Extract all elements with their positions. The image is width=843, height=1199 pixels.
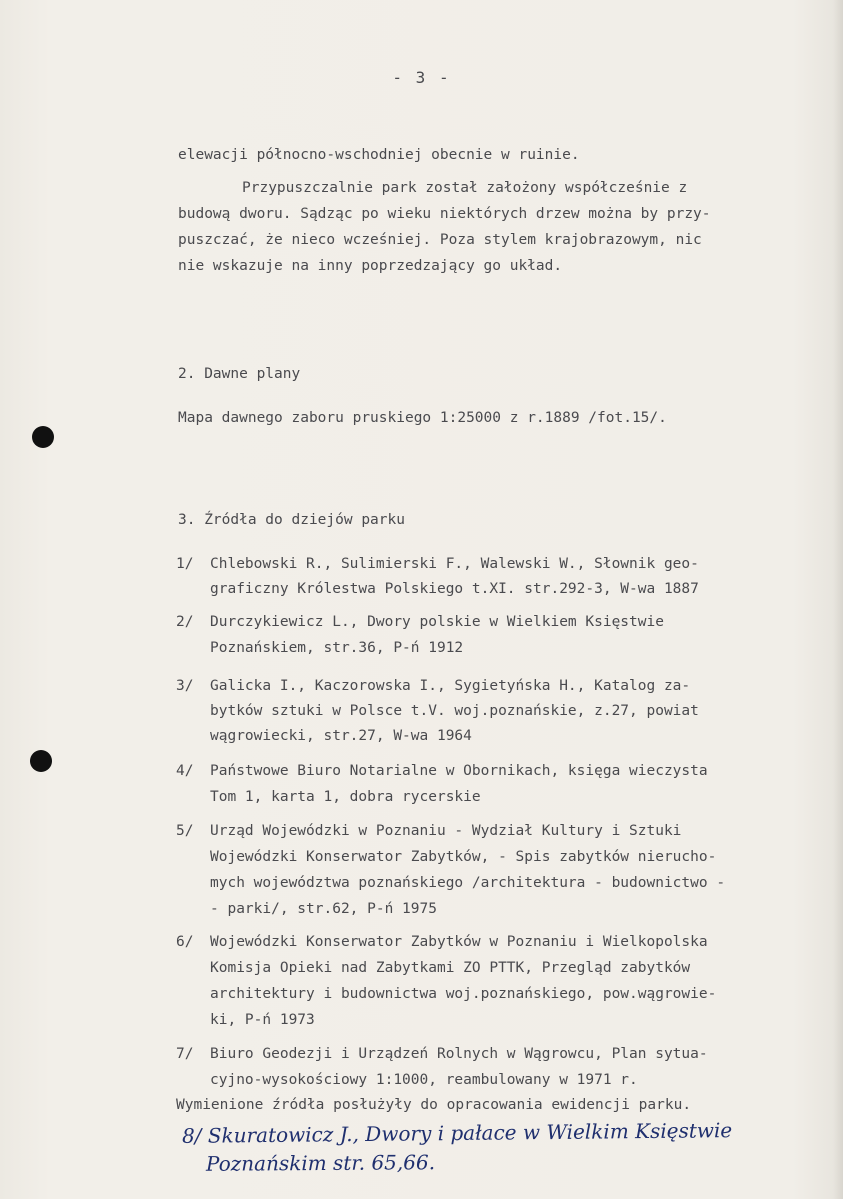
source-line: Wojewódzki Konserwator Zabytków w Poznaniu i Wielkopolska: [210, 934, 708, 950]
paragraph-line: puszczać, że nieco wcześniej. Poza stylem krajobrazowym, nic: [178, 232, 702, 248]
closing-sentence: Wymienione źródła posłużyły do opracowania ewidencji parku.: [176, 1097, 692, 1113]
source-line: wągrowiecki, str.27, W-wa 1964: [210, 728, 472, 744]
page-edge-shadow: [833, 0, 843, 1199]
source-line: Komisja Opieki nad Zabytkami ZO PTTK, Przegląd zabytków: [210, 960, 691, 976]
source-line: Wojewódzki Konserwator Zabytków, - Spis zabytków nierucho-: [210, 849, 717, 865]
source-line: Galicka I., Kaczorowska I., Sygietyńska H., Katalog za-: [210, 678, 691, 694]
handwritten-note-line: 8/ Skuratowicz J., Dwory i pałace w Wielkim Księstwie: [181, 1118, 733, 1148]
source-line: Biuro Geodezji i Urządzeń Rolnych w Wągrowcu, Plan sytua-: [210, 1046, 708, 1062]
intro-line: elewacji północno-wschodniej obecnie w ruinie.: [178, 147, 580, 163]
source-line: Urząd Wojewódzki w Poznaniu - Wydział Kultury i Sztuki: [210, 823, 682, 839]
paragraph-line: Przypuszczalnie park został założony współcześnie z: [242, 180, 688, 196]
source-line: cyjno-wysokościowy 1:1000, reambulowany w 1971 r.: [210, 1072, 638, 1088]
source-line: mych województwa poznańskiego /architektura - budownictwo -: [210, 875, 726, 891]
section-3-heading: 3. Źródła do dziejów parku: [178, 512, 405, 528]
handwritten-note-line: Poznańskim str. 65,66.: [205, 1150, 436, 1176]
paragraph-line: budową dworu. Sądząc po wieku niektórych drzew można by przy-: [178, 206, 711, 222]
source-number: 1/: [176, 556, 194, 572]
source-number: 7/: [176, 1046, 194, 1062]
source-line: - parki/, str.62, P-ń 1975: [210, 901, 437, 917]
source-number: 5/: [176, 823, 194, 839]
source-line: Durczykiewicz L., Dwory polskie w Wielkiem Księstwie: [210, 614, 664, 630]
source-line: bytków sztuki w Polsce t.V. woj.poznańskie, z.27, powiat: [210, 703, 699, 719]
page-number: - 3 -: [392, 68, 451, 87]
section-2-heading: 2. Dawne plany: [178, 366, 301, 382]
paragraph-line: nie wskazuje na inny poprzedzający go układ.: [178, 258, 563, 274]
section-2-text: Mapa dawnego zaboru pruskiego 1:25000 z r.1889 /fot.15/.: [178, 410, 667, 426]
punch-hole-top: [32, 426, 54, 448]
source-line: Chlebowski R., Sulimierski F., Walewski W., Słownik geo-: [210, 556, 699, 572]
source-line: architektury i budownictwa woj.poznańskiego, pow.wągrowie-: [210, 986, 717, 1002]
source-line: Tom 1, karta 1, dobra rycerskie: [210, 789, 481, 805]
punch-hole-bottom: [30, 750, 52, 772]
source-line: ki, P-ń 1973: [210, 1012, 315, 1028]
source-line: graficzny Królestwa Polskiego t.XI. str.292-3, W-wa 1887: [210, 581, 699, 597]
source-number: 2/: [176, 614, 194, 630]
source-number: 4/: [176, 763, 194, 779]
source-number: 3/: [176, 678, 194, 694]
source-line: Poznańskiem, str.36, P-ń 1912: [210, 640, 464, 656]
source-line: Państwowe Biuro Notarialne w Obornikach, księga wieczysta: [210, 763, 708, 779]
source-number: 6/: [176, 934, 194, 950]
